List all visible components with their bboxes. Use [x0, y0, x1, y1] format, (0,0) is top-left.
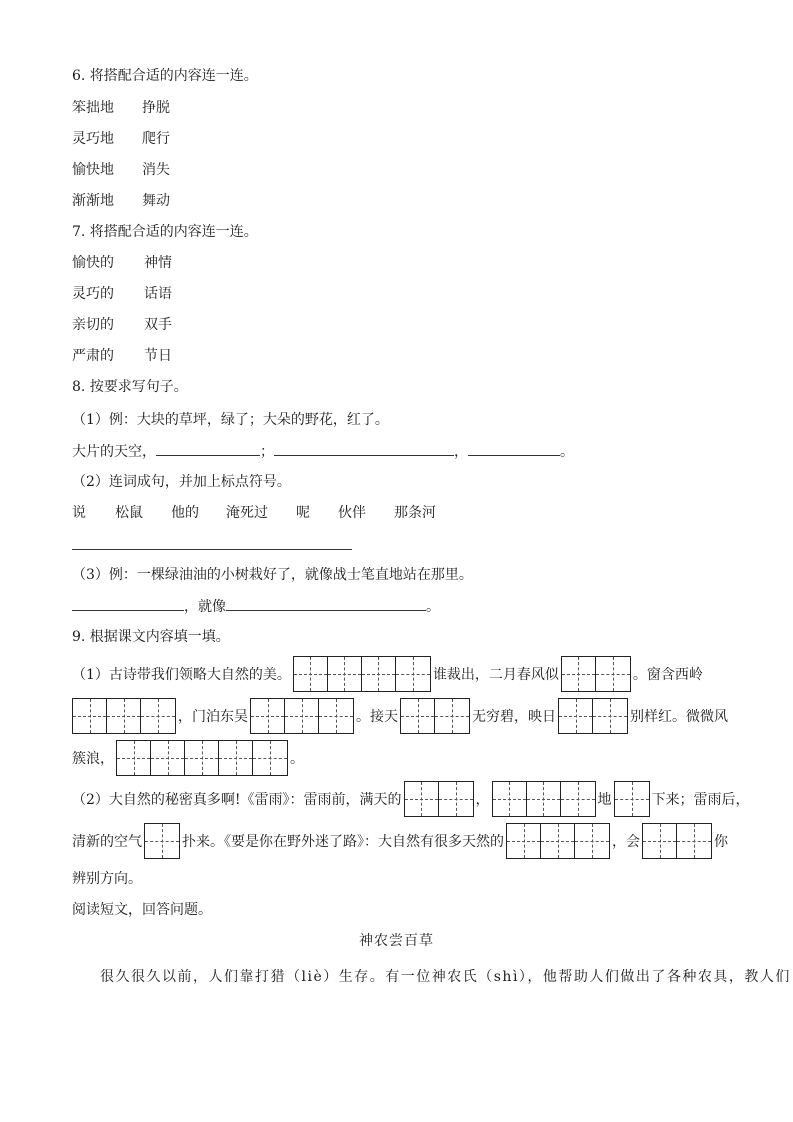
q9-grid-13[interactable] [642, 823, 712, 859]
q8-title: 8. 按要求写句子。 [72, 379, 188, 395]
tian-cell[interactable] [328, 657, 362, 691]
q9-row-4 [72, 781, 750, 817]
q6-left-1: 笨拙地 [72, 100, 114, 116]
q8-p2-title: （2）连词成句，并加上标点符号。 [72, 474, 291, 490]
tian-cell[interactable] [219, 741, 253, 775]
q9-r1-a: （1）古诗带我们领略大自然的美。 [72, 667, 291, 683]
tian-cell[interactable] [151, 741, 185, 775]
q7-left-4: 严肃的 [72, 348, 114, 364]
q9-title: 9. 根据课文内容填一填。 [72, 629, 230, 645]
tian-cell[interactable] [401, 699, 435, 733]
q8-p1-blank-2[interactable] [274, 441, 454, 456]
q9-r2-a: ，门泊东吴 [178, 709, 248, 725]
q6-pair-3 [72, 160, 170, 180]
tian-cell[interactable] [253, 741, 287, 775]
reading-instruction: 阅读短文，回答问题。 [72, 902, 212, 918]
q9-r3-b: 。 [290, 751, 304, 767]
q9-grid-11[interactable] [144, 823, 180, 859]
q6-left-4: 渐渐地 [72, 193, 114, 209]
tian-cell[interactable] [575, 824, 609, 858]
q7-pair-4 [72, 346, 172, 366]
q9-r4-b: ， [475, 792, 490, 808]
tian-cell[interactable] [362, 657, 396, 691]
q8-p1-sep1: ； [260, 444, 274, 460]
q9-r4-c: 地 [597, 792, 612, 808]
q9-grid-5[interactable] [400, 698, 470, 734]
q9-grid-7[interactable] [116, 740, 288, 776]
q6-left-2: 灵巧地 [72, 131, 114, 147]
q9-grid-6[interactable] [558, 698, 628, 734]
q7-left-2: 灵巧的 [72, 286, 114, 302]
tian-cell[interactable] [73, 699, 107, 733]
q8-p2-words [72, 503, 436, 523]
tian-cell[interactable] [319, 699, 353, 733]
q6-right-4: 舞动 [142, 193, 170, 209]
q8-word-2: 松鼠 [115, 505, 143, 521]
tian-cell[interactable] [405, 782, 439, 816]
tian-cell[interactable] [107, 699, 141, 733]
tian-cell[interactable] [294, 657, 328, 691]
q8-p3-end: 。 [426, 599, 440, 615]
q7-pair-1 [72, 253, 172, 273]
q9-r4-d: 下来；雷雨后， [651, 792, 750, 808]
q8-p3-blank-2[interactable] [226, 596, 426, 611]
q8-word-5: 呢 [296, 505, 310, 521]
q6-left-3: 愉快地 [72, 162, 114, 178]
q9-r1-c: 。窗含西岭 [632, 667, 703, 683]
q8-word-6: 伙伴 [338, 505, 366, 521]
tian-cell[interactable] [439, 782, 473, 816]
q9-grid-1[interactable] [293, 656, 431, 692]
q6-title: 6. 将搭配合适的内容连一连。 [72, 68, 258, 84]
q8-p1-blank-3[interactable] [468, 441, 560, 456]
q6-right-1: 挣脱 [142, 100, 170, 116]
reading-first-line: 很久很久以前，人们靠打猎（liè）生存。有一位神农氏（shì），他帮助人们做出了各种农具，教人们 [100, 969, 791, 985]
q9-r4-a: （2）大自然的秘密真多啊!《雷雨》：雷雨前，满天的 [72, 792, 402, 808]
q9-r1-b: 谁裁出，二月春风似 [432, 667, 559, 683]
tian-cell[interactable] [185, 741, 219, 775]
q9-grid-9[interactable] [492, 781, 596, 817]
q9-r5-c: ，会 [612, 834, 640, 850]
tian-cell[interactable] [507, 824, 541, 858]
q9-row-3 [72, 740, 304, 776]
q9-row-1 [72, 656, 703, 692]
tian-cell[interactable] [596, 657, 630, 691]
q9-grid-3[interactable] [72, 698, 176, 734]
q9-r2-d: 别样红。微微风 [630, 709, 728, 725]
q8-p3-answer [72, 596, 440, 616]
q8-p1-start: 大片的天空， [72, 444, 156, 460]
q8-p1-end: 。 [560, 444, 574, 460]
q9-grid-12[interactable] [506, 823, 610, 859]
q9-r2-b: 。接天 [356, 709, 398, 725]
q8-word-3: 他的 [171, 505, 199, 521]
q7-right-4: 节日 [144, 348, 172, 364]
q9-grid-8[interactable] [404, 781, 474, 817]
q8-p1-blank-1[interactable] [156, 441, 260, 456]
tian-cell[interactable] [643, 824, 677, 858]
q8-p2-answer-line[interactable] [72, 549, 352, 550]
tian-cell[interactable] [117, 741, 151, 775]
q7-right-1: 神情 [144, 255, 172, 271]
q6-pair-4 [72, 191, 170, 211]
tian-cell[interactable] [561, 782, 595, 816]
q7-right-2: 话语 [144, 286, 172, 302]
q9-row-2 [72, 698, 728, 734]
q9-grid-4[interactable] [250, 698, 354, 734]
q8-word-7: 那条河 [394, 505, 436, 521]
tian-cell[interactable] [396, 657, 430, 691]
q6-right-3: 消失 [142, 162, 170, 178]
tian-cell[interactable] [435, 699, 469, 733]
q7-pair-3 [72, 315, 172, 335]
q9-r5-b: 扑来。《要是你在野外迷了路》：大自然有很多天然的 [182, 834, 504, 850]
tian-cell[interactable] [541, 824, 575, 858]
q7-right-3: 双手 [144, 317, 172, 333]
q9-grid-10[interactable] [614, 781, 650, 817]
tian-cell[interactable] [145, 824, 179, 858]
q9-r5-a: 清新的空气 [72, 834, 142, 850]
q9-r3-a: 簇浪， [72, 751, 114, 767]
q8-p1-answer [72, 441, 574, 461]
tian-cell[interactable] [559, 699, 593, 733]
tian-cell[interactable] [593, 699, 627, 733]
q9-grid-2[interactable] [561, 656, 631, 692]
q9-row-5 [72, 823, 728, 859]
tian-cell[interactable] [251, 699, 285, 733]
tian-cell[interactable] [562, 657, 596, 691]
tian-cell[interactable] [615, 782, 649, 816]
q8-p3-blank-1[interactable] [72, 596, 184, 611]
tian-cell[interactable] [677, 824, 711, 858]
q8-p3-mid: ，就像 [184, 599, 226, 615]
q7-left-1: 愉快的 [72, 255, 114, 271]
reading-title: 神农尝百草 [359, 933, 434, 949]
q6-pair-1 [72, 98, 170, 118]
q7-left-3: 亲切的 [72, 317, 114, 333]
tian-cell[interactable] [285, 699, 319, 733]
q8-p1-sep2: ， [454, 444, 468, 460]
q7-pair-2 [72, 284, 172, 304]
q9-r5-d: 你 [714, 834, 728, 850]
q8-p1-example: （1）例：大块的草坪，绿了；大朵的野花，红了。 [72, 412, 389, 428]
q9-r6: 辨别方向。 [72, 871, 142, 887]
q9-r2-c: 无穷碧，映日 [472, 709, 556, 725]
q8-word-4: 淹死过 [226, 505, 268, 521]
q8-p3-example: （3）例：一棵绿油油的小树栽好了，就像战士笔直地站在那里。 [72, 567, 473, 583]
tian-cell[interactable] [141, 699, 175, 733]
tian-cell[interactable] [527, 782, 561, 816]
q6-right-2: 爬行 [142, 131, 170, 147]
tian-cell[interactable] [493, 782, 527, 816]
q7-title: 7. 将搭配合适的内容连一连。 [72, 224, 258, 240]
q8-word-1: 说 [72, 505, 86, 521]
q6-pair-2 [72, 129, 170, 149]
